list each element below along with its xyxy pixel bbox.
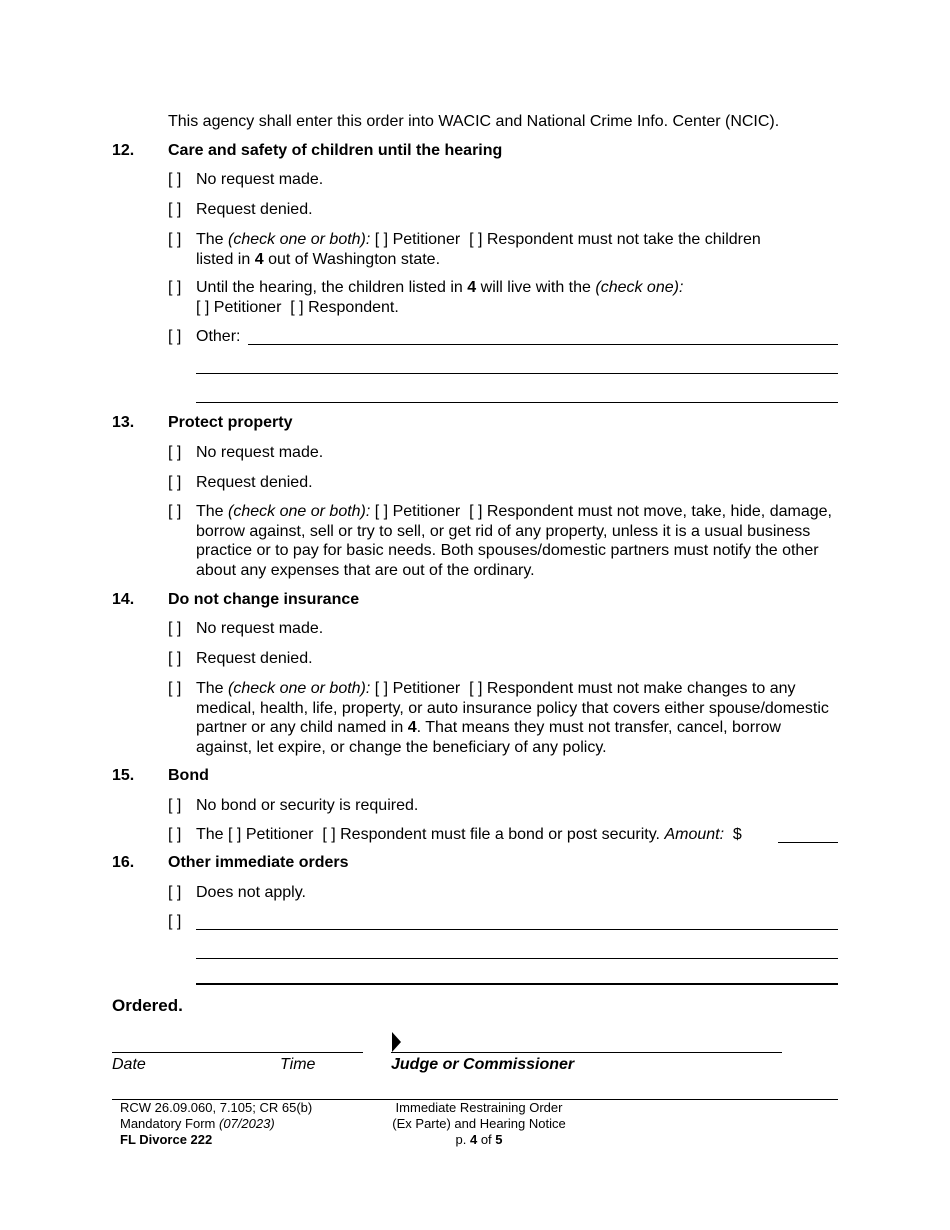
petitioner-label: Petitioner	[392, 503, 461, 520]
checkbox[interactable]: [ ]	[168, 650, 182, 667]
checkbox[interactable]: [ ]	[168, 201, 182, 218]
checkbox[interactable]: [ ]	[374, 503, 389, 520]
checkbox[interactable]: [ ]	[469, 231, 483, 248]
respondent-label: Respondent.	[308, 298, 399, 316]
s12-no-take-text	[196, 230, 838, 269]
page-total: 5	[495, 1132, 503, 1147]
petitioner-label: Petitioner	[392, 231, 461, 248]
s12-other-input-line[interactable]	[196, 402, 838, 403]
footer-title-1: Immediate Restraining Order	[395, 1100, 563, 1115]
footer-title-2: (Ex Parte) and Hearing Notice	[392, 1116, 566, 1131]
section-15-title: Bond	[168, 767, 209, 784]
s15-bond-text	[196, 825, 838, 845]
checkbox[interactable]: [ ]	[168, 231, 182, 248]
transfer-clause: . That means they must not transfer, cancel, borrow against, let expire, or change the beneficiary of any policy.	[196, 719, 781, 756]
checkbox[interactable]: [ ]	[290, 298, 304, 316]
checkbox[interactable]: [ ]	[228, 826, 242, 843]
checkbox[interactable]: [ ]	[168, 171, 182, 188]
s12-live-with-text	[196, 278, 838, 317]
signature-arrow-icon	[392, 1032, 402, 1052]
out-of-state-text: out of Washington state.	[268, 250, 441, 268]
amount-label: Amount:	[664, 826, 725, 843]
judge-signature-line[interactable]	[391, 1052, 782, 1053]
s13-property-text	[196, 502, 838, 580]
page-number: 4	[469, 1132, 478, 1147]
the-word: The	[196, 503, 224, 520]
date-label: Date	[112, 1056, 146, 1073]
section-14-number: 14.	[112, 591, 135, 608]
checkbox[interactable]: [ ]	[168, 884, 182, 901]
respondent-clause: Respondent must not take the children	[486, 231, 761, 248]
section-ref: 4	[407, 719, 417, 737]
section-12-number: 12.	[112, 142, 135, 159]
page-prefix: p.	[455, 1132, 467, 1147]
judge-label: Judge or Commissioner	[391, 1056, 575, 1073]
s12-denied-label: Request denied.	[196, 201, 313, 218]
s14-no-request-label: No request made.	[196, 620, 324, 637]
section-13-title: Protect property	[168, 414, 293, 431]
checkbox[interactable]: [ ]	[168, 328, 182, 345]
checkbox[interactable]: [ ]	[469, 680, 483, 697]
section-13-number: 13.	[112, 414, 135, 431]
check-instruction: (check one or both):	[228, 503, 371, 520]
section-16-title: Other immediate orders	[168, 854, 349, 871]
checkbox[interactable]: [ ]	[374, 680, 389, 697]
check-instruction: (check one or both):	[228, 231, 371, 248]
checkbox[interactable]: [ ]	[322, 826, 336, 843]
s12-no-request-label: No request made.	[196, 171, 324, 188]
petitioner-label: Petitioner	[392, 680, 461, 697]
intro-text: This agency shall enter this order into WACIC and National Crime Info. Center (NCIC).	[168, 113, 780, 130]
s12-other-input-line[interactable]	[248, 344, 838, 345]
will-live-text: will live with the	[480, 279, 591, 296]
s16-other-input-line[interactable]	[196, 958, 838, 959]
respondent-clause: Respondent must not make changes to any medical, health, life, property, or auto insurance policy that covers either spouse/domestic partner or any child named in	[196, 680, 829, 737]
ordered-heading: Ordered.	[112, 996, 183, 1015]
the-word: The	[196, 826, 224, 843]
footer-rcw: RCW 26.09.060, 7.105; CR 65(b)	[120, 1100, 313, 1115]
checkbox[interactable]: [ ]	[469, 503, 483, 520]
section-ref: 4	[254, 250, 264, 268]
page-of: of	[480, 1132, 492, 1147]
s14-denied-label: Request denied.	[196, 650, 313, 667]
s16-does-not-apply-label: Does not apply.	[196, 884, 306, 901]
checkbox[interactable]: [ ]	[374, 231, 389, 248]
date-time-line[interactable]	[112, 1052, 363, 1053]
section-16-number: 16.	[112, 854, 135, 871]
checkbox[interactable]: [ ]	[168, 444, 182, 461]
section-15-number: 15.	[112, 767, 135, 784]
footer-left	[120, 1100, 312, 1148]
checkbox[interactable]: [ ]	[168, 913, 182, 930]
bond-amount-input-line[interactable]	[778, 842, 838, 843]
s12-other-label: Other:	[196, 328, 241, 345]
checkbox[interactable]: [ ]	[168, 279, 182, 296]
s16-other-input-line[interactable]	[196, 929, 838, 930]
section-12-title: Care and safety of children until the hearing	[168, 142, 503, 159]
checkbox[interactable]: [ ]	[168, 826, 182, 843]
checkbox[interactable]: [ ]	[168, 680, 182, 697]
s16-other-input-line[interactable]	[196, 983, 838, 985]
checkbox[interactable]: [ ]	[168, 503, 182, 520]
petitioner-label: Petitioner	[213, 298, 282, 316]
checkbox[interactable]: [ ]	[168, 474, 182, 491]
check-instruction: (check one):	[595, 279, 684, 296]
listed-in-text: listed in	[196, 250, 251, 268]
checkbox[interactable]: [ ]	[196, 298, 210, 316]
footer-center	[374, 1100, 584, 1148]
footer-form-date: (07/2023)	[219, 1116, 275, 1131]
time-label: Time	[280, 1056, 316, 1073]
s12-other-input-line[interactable]	[196, 373, 838, 374]
dollar-sign: $	[732, 826, 742, 843]
s15-no-bond-label: No bond or security is required.	[196, 797, 419, 814]
checkbox[interactable]: [ ]	[168, 620, 182, 637]
s13-no-request-label: No request made.	[196, 444, 324, 461]
petitioner-label: Petitioner	[245, 826, 314, 843]
s14-insurance-text	[196, 679, 838, 757]
respondent-clause: Respondent must not move, take, hide, damage, borrow against, sell or try to sell, or get rid of any property, unless it is a usual business practice or to pay for basic needs. Both spouses/domestic partners must notify the other about any expenses that are out of the ordinary.	[196, 503, 832, 579]
footer-form-id: FL Divorce 222	[120, 1132, 213, 1147]
until-hearing-text: Until the hearing, the children listed in	[196, 279, 463, 296]
check-instruction: (check one or both):	[228, 680, 371, 697]
footer-mandatory	[120, 1116, 312, 1132]
s13-denied-label: Request denied.	[196, 474, 313, 491]
checkbox[interactable]: [ ]	[168, 797, 182, 814]
section-ref: 4	[467, 279, 477, 296]
the-word: The	[196, 231, 224, 248]
section-14-title: Do not change insurance	[168, 591, 360, 608]
footer-page	[374, 1132, 584, 1148]
respondent-clause: Respondent must file a bond or post security.	[340, 826, 660, 843]
the-word: The	[196, 680, 224, 697]
footer-mandatory-label: Mandatory Form	[120, 1116, 216, 1131]
